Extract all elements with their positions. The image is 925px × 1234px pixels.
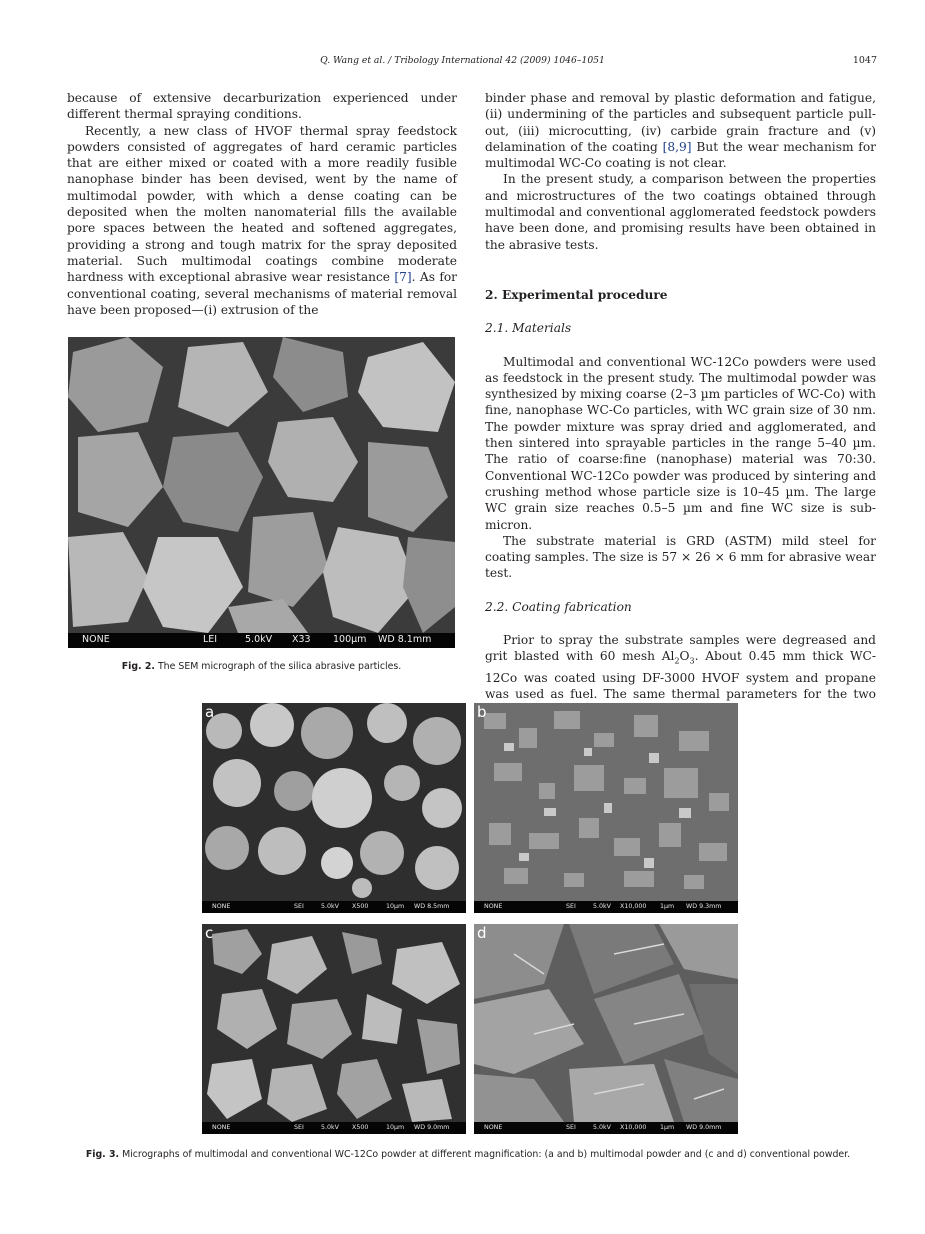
multimodal-powder-low-mag-micrograph <box>202 703 466 913</box>
databar-field: 5.0kV <box>321 903 339 910</box>
panel-label: b <box>477 703 487 721</box>
subsection-heading: 2.1. Materials <box>485 321 572 336</box>
databar-field: 5.0kV <box>321 1124 339 1131</box>
panel-label: d <box>477 924 487 942</box>
databar-field: NONE <box>212 1124 231 1131</box>
figure-3-panel-b <box>474 703 738 913</box>
databar-field: 5.0kV <box>245 634 273 645</box>
conventional-powder-high-mag-micrograph <box>474 924 738 1134</box>
databar-field: 1µm <box>660 1124 675 1131</box>
conventional-powder-low-mag-micrograph <box>202 924 466 1134</box>
databar-field: WD 8.1mm <box>378 634 432 645</box>
paragraph: The substrate material is GRD (ASTM) mild steel for coating samples. The size is 57 × 26 × 6 mm for abrasive wear test. <box>485 533 876 581</box>
panel-label: a <box>205 703 215 721</box>
citation-link[interactable]: [8,9] <box>662 139 692 154</box>
databar-field: SEI <box>294 1124 304 1131</box>
panel-label: c <box>205 924 214 942</box>
sem-databar <box>202 901 466 913</box>
left-column <box>67 90 457 318</box>
figure-2-caption: Fig. 2. The SEM micrograph of the silica abrasive particles. <box>121 661 402 672</box>
databar-field: 5.0kV <box>593 1124 611 1131</box>
figure-3-caption: Fig. 3. Micrographs of multimodal and conventional WC-12Co powder at different magnification: (a and b) multimodal powder and (c and d) conventional powder. <box>85 1149 851 1160</box>
databar-field: NONE <box>212 903 231 910</box>
databar-field: WD 9.0mm <box>414 1124 450 1131</box>
databar-field: 10µm <box>386 1124 405 1131</box>
databar-field: X10,000 <box>620 1124 647 1131</box>
right-column <box>485 90 876 719</box>
databar-field: 100µm <box>333 634 367 645</box>
databar-field: 5.0kV <box>593 903 611 910</box>
sem-databar <box>474 1122 738 1134</box>
figure-2-sem-image <box>68 337 455 648</box>
running-head <box>0 55 925 71</box>
subsection-heading: 2.2. Coating fabrication <box>485 599 632 614</box>
databar-field: NONE <box>484 1124 503 1131</box>
databar-field: WD 9.0mm <box>686 1124 722 1131</box>
databar-field: NONE <box>484 903 503 910</box>
databar-field: 1µm <box>660 903 675 910</box>
page-number: 1047 <box>852 55 877 66</box>
section-heading: 2. Experimental procedure <box>485 287 668 302</box>
paragraph: binder phase and removal by plastic deformation and fatigue, (ii) undermining of the particles and subsequent particle pull-out, (iii) microcutting, (iv) carbide grain fracture and (v) delamination of the coating [8,9] But the wear mechanism for multimodal WC-Co coating is not clear. <box>485 91 876 171</box>
databar-field: LEI <box>203 634 218 645</box>
databar-field: X33 <box>292 634 311 645</box>
paragraph: Multimodal and conventional WC-12Co powders were used as feedstock in the present study. The multimodal powder was synthesized by mixing coarse (2–3 µm particles of WC-Co) with fine, nanophase WC-Co particles, with WC grain size of 30 nm. The powder mixture was spray dried and agglomerated, and then sintered into sprayable particles in the range 5–40 µm. The ratio of coarse:fine (nanophase) material was 70:30. Conventional WC-12Co powder was produced by sintering and crushing method whose particle size is 10–45 µm. The large WC grain size reaches 0.5–5 µm and fine WC size is sub-micron. <box>485 354 876 532</box>
multimodal-powder-high-mag-micrograph <box>474 703 738 913</box>
databar-field: SEI <box>294 903 304 910</box>
figure-3-panel-d <box>474 924 738 1134</box>
databar-field: WD 9.3mm <box>686 903 722 910</box>
databar-field: WD 8.5mm <box>414 903 450 910</box>
figure-3-panel-a <box>202 703 466 913</box>
databar-field: SEI <box>566 903 576 910</box>
paragraph: Recently, a new class of HVOF thermal spray feedstock powders consisted of aggregates of hard ceramic particles that are either mixed or coated with a more readily fusible nanophase binder has been devised, went by the name of multimodal powder, with which a dense coating can be deposited when the molten nanomaterial fills the available pore spaces between the heated and softened aggregates, providing a strong and tough matrix for the spray deposited material. Such multimodal coatings combine moderate hardness with exceptional abrasive wear resistance [7]. As for conventional coating, several mechanisms of material removal have been proposed—(i) extrusion of the <box>67 123 457 317</box>
citation-link[interactable]: [7] <box>394 270 412 285</box>
silica-particles-micrograph <box>68 337 455 648</box>
figure-3-panel-c <box>202 924 466 1134</box>
paragraph: In the present study, a comparison between the properties and microstructures of the two coatings obtained through multimodal and conventional agglomerated feedstock powders have been done, and promising results have been obtained in the abrasive tests. <box>485 172 876 252</box>
databar-field: NONE <box>82 634 110 645</box>
sem-databar <box>68 633 455 648</box>
databar-field: 10µm <box>386 903 405 910</box>
paragraph: because of extensive decarburization experienced under different thermal spraying conditions. <box>67 91 457 122</box>
databar-field: X10,000 <box>620 903 647 910</box>
paragraph: Prior to spray the substrate samples were degreased and grit blasted with 60 mesh $Al_2O_3$. About 0.45 mm thick WC-12Co was coated using DF-3000 HVOF system and propane was used as fuel. The same thermal parameters for the two <box>485 632 876 719</box>
running-title: Q. Wang et al. / Tribology International 42 (2009) 1046–1051 <box>320 55 605 66</box>
sem-databar <box>202 1122 466 1134</box>
databar-field: X500 <box>352 903 369 910</box>
databar-field: X500 <box>352 1124 369 1131</box>
databar-field: SEI <box>566 1124 576 1131</box>
sem-databar <box>474 901 738 913</box>
